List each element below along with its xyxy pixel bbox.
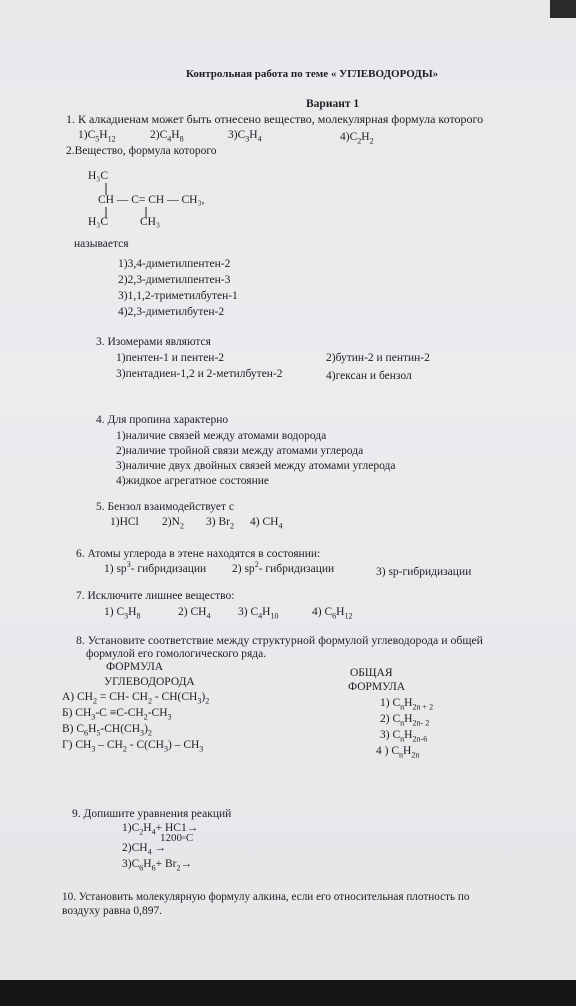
q2-option-1: 1)3,4-диметилпентен-2 bbox=[118, 258, 231, 270]
test-title: Контрольная работа по теме « УГЛЕВОДОРОДЫ» bbox=[186, 68, 439, 80]
q8-col1-header-1: ФОРМУЛА bbox=[106, 661, 164, 673]
q8-formula-c: В) $C_6H_5-CH(CH_3)_2$ bbox=[62, 723, 152, 738]
question-7-text: 7. Исключите лишнее вещество: bbox=[76, 590, 235, 602]
q2-option-2: 2)2,3-диметилпентен-3 bbox=[118, 274, 231, 286]
q8-general-3: 3) $C_nH_{2n-6}$ bbox=[380, 729, 428, 744]
q3-option-2: 2)бутин-2 и пентин-2 bbox=[326, 352, 430, 364]
q8-formula-d: Г) $CH_3 - CH_2 - C(CH_3) - CH_3$ bbox=[62, 739, 204, 754]
question-10-text: 10. Установить молекулярную формулу алкина, если его относительная плотность по bbox=[62, 891, 470, 903]
q5-option-2: $2)N_2$ bbox=[162, 516, 184, 531]
question-6-text: 6. Атомы углерода в этене находятся в состоянии: bbox=[76, 548, 321, 560]
q8-col1-header-2: УГЛЕВОДОРОДА bbox=[104, 676, 195, 688]
q5-option-4: 4) $CH_4$ bbox=[250, 516, 283, 531]
q4-option-1: 1)наличие связей между атомами водорода bbox=[116, 430, 327, 442]
formula-ch3-branch: CH₃ bbox=[140, 216, 160, 228]
q9-reaction-3: $3)C_6H_6+ Br_2\to$ bbox=[122, 858, 193, 873]
question-9-text: 9. Допишите уравнения реакций bbox=[72, 808, 232, 820]
q9-reaction-2: $2)CH_4$ → bbox=[122, 842, 166, 857]
q9-condition: 1200◦C bbox=[160, 832, 194, 844]
q8-col2-header-1: ОБЩАЯ bbox=[350, 667, 393, 679]
q3-option-3: 3)пентадиен-1,2 и 2-метилбутен-2 bbox=[116, 368, 283, 380]
question-8-text: 8. Установите соответствие между структурной формулой углеводорода и общей bbox=[76, 633, 483, 647]
q6-option-1: 1) $sp^3-$ гибридизации bbox=[104, 560, 207, 575]
q8-general-2: 2) $C_nH_{2n- 2}$ bbox=[380, 713, 430, 728]
q7-option-3: 3) $C_4H_{10}$ bbox=[238, 606, 279, 621]
question-8-text-2: формулой его гомологического ряда. bbox=[86, 648, 267, 660]
structural-formula bbox=[86, 168, 246, 230]
q1-option-3: $3)C_3H_4$ bbox=[228, 129, 262, 144]
q2-option-4: 4)2,3-диметилбутен-2 bbox=[118, 306, 225, 318]
question-3-text: 3. Изомерами являются bbox=[96, 336, 211, 348]
formula-h3c-bottom: H₃C bbox=[88, 216, 108, 228]
background-corner bbox=[550, 0, 576, 18]
question-5-text: 5. Бензол взаимодействует с bbox=[96, 501, 234, 513]
q4-option-4: 4)жидкое агрегатное состояние bbox=[116, 475, 270, 487]
formula-h3c-top: H₃C bbox=[88, 170, 108, 182]
q8-general-1: 1) $C_nH_{2n + 2}$ bbox=[380, 697, 434, 712]
q1-option-2: $2)C_4H_8$ bbox=[150, 129, 184, 144]
question-2-text: 2.Вещество, формула которого bbox=[66, 145, 217, 157]
q8-formula-a: А) $CH_2 = CH-$ $CH_2 - CH(CH_3)_2$ bbox=[62, 691, 210, 706]
q8-col2-header-2: ФОРМУЛА bbox=[348, 681, 406, 693]
q6-option-2: 2) $sp^2-$ гибридизации bbox=[232, 560, 335, 575]
q9-reaction-1: $1)C_2H_4+ HC1\to$ bbox=[122, 822, 199, 837]
q1-option-4: $4)C_2H_2$ bbox=[340, 131, 374, 146]
q7-option-4: 4) $C_6H_{12}$ bbox=[312, 606, 353, 621]
q3-option-4: 4)гексан и бензол bbox=[326, 370, 412, 382]
q3-option-1: 1)пентен-1 и пентен-2 bbox=[116, 352, 225, 364]
q8-formula-b: Б) $CH_3-C \equiv C-CH_2-CH_3$ bbox=[62, 707, 172, 722]
q5-option-3: 3) $Br_2$ bbox=[206, 516, 234, 531]
q7-option-2: 2) $CH_4$ bbox=[178, 606, 211, 621]
question-1-text: 1. К алкадиенам может быть отнесено вещество, молекулярная формула которого bbox=[66, 112, 484, 126]
background-strip bbox=[0, 980, 576, 1006]
variant-label: Вариант 1 bbox=[306, 98, 360, 110]
question-10-text-2: воздуху равна 0,897. bbox=[62, 905, 163, 917]
q4-option-3: 3)наличие двух двойных связей между атомами углерода bbox=[116, 460, 396, 472]
q2-called: называется bbox=[74, 238, 129, 250]
formula-bonds bbox=[86, 168, 246, 230]
q1-option-1: $1)C_5H_{12}$ bbox=[78, 129, 116, 144]
q7-option-1: 1) $C_3H_8$ bbox=[104, 606, 141, 621]
q2-option-3: 3)1,1,2-триметилбутен-1 bbox=[118, 290, 238, 302]
formula-main-chain: CH — C= CH — CH₃, bbox=[98, 194, 205, 206]
q4-option-2: 2)наличие тройной связи между атомами углерода bbox=[116, 445, 364, 457]
question-4-text: 4. Для пропина характерно bbox=[96, 414, 229, 426]
q8-general-4: 4 ) $C_nH_{2n}$ bbox=[376, 745, 420, 760]
q5-option-1: 1)HCl bbox=[110, 516, 139, 528]
q6-option-3: 3) sp-гибридизации bbox=[376, 566, 472, 578]
